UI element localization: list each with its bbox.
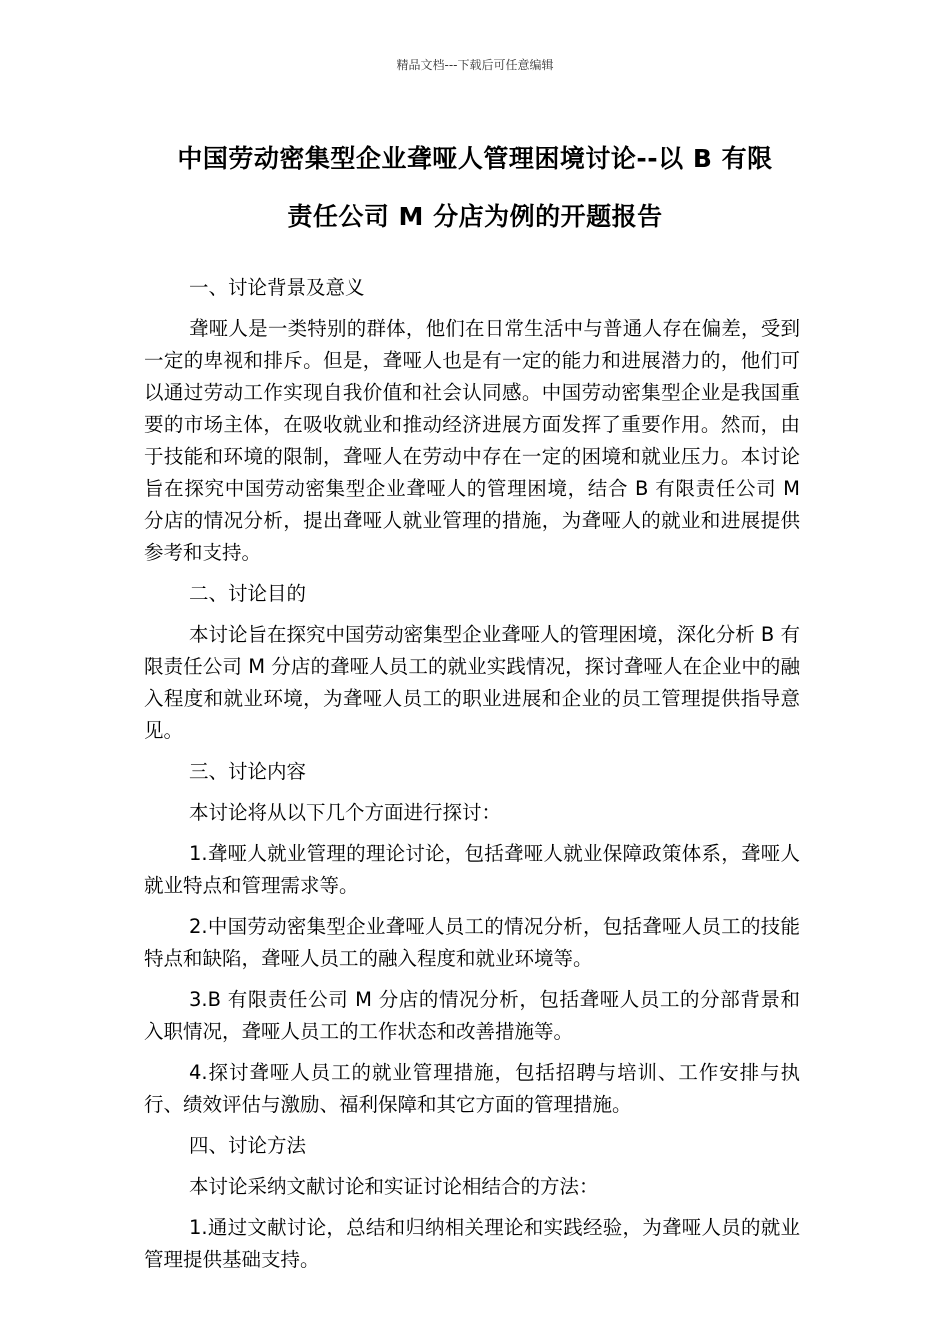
- section-heading-content: 三、讨论内容: [189, 760, 307, 783]
- list-item: 4.探讨聋哑人员工的就业管理措施，包括招聘与培训、工作安排与执行、绩效评估与激励、福利保障和其它方面的管理措施。: [144, 1061, 800, 1116]
- paragraph: 本讨论旨在探究中国劳动密集型企业聋哑人的管理困境，深化分析 B 有限责任公司 M 分店的聋哑人员工的就业实践情况，探讨聋哑人在企业中的融入程度和就业环境，为聋哑人员工的职业进展和企业的员工管理提供指导意见。: [144, 623, 800, 742]
- document-title-line-2: 责任公司 M 分店为例的开题报告: [287, 202, 663, 231]
- list-item: 2.中国劳动密集型企业聋哑人员工的情况分析，包括聋哑人员工的技能特点和缺陷，聋哑人员工的融入程度和就业环境等。: [144, 915, 800, 970]
- list-item: 3.B 有限责任公司 M 分店的情况分析，包括聋哑人员工的分部背景和入职情况，聋哑人员工的工作状态和改善措施等。: [144, 988, 800, 1043]
- document-body: [144, 272, 800, 1285]
- document-title-line-1: 中国劳动密集型企业聋哑人管理困境讨论--以 B 有限: [177, 144, 773, 173]
- page-header: 精品文档---下载后可任意编辑: [396, 58, 554, 72]
- paragraph: 本讨论采纳文献讨论和实证讨论相结合的方法：: [189, 1175, 599, 1198]
- list-item: 1.通过文献讨论，总结和归纳相关理论和实践经验，为聋哑人员的就业管理提供基础支持。: [144, 1216, 800, 1271]
- section-heading-background: 一、讨论背景及意义: [189, 276, 365, 299]
- paragraph: 本讨论将从以下几个方面进行探讨：: [189, 801, 502, 824]
- paragraph: 聋哑人是一类特别的群体，他们在日常生活中与普通人存在偏差，受到一定的卑视和排斥。但是，聋哑人也是有一定的能力和进展潜力的，他们可以通过劳动工作实现自我价值和社会认同感。中国劳动密集型企业是我国重要的市场主体，在吸收就业和推动经济进展方面发挥了重要作用。然而，由于技能和环境的限制，聋哑人在劳动中存在一定的困境和就业压力。本讨论旨在探究中国劳动密集型企业聋哑人的管理困境，结合 B 有限责任公司 M 分店的情况分析，提出聋哑人就业管理的措施，为聋哑人的就业和进展提供参考和支持。: [144, 317, 800, 564]
- document-title: [120, 130, 830, 246]
- section-heading-method: 四、讨论方法: [189, 1134, 307, 1157]
- list-item: 1.聋哑人就业管理的理论讨论，包括聋哑人就业保障政策体系，聋哑人就业特点和管理需求等。: [144, 842, 800, 897]
- section-heading-purpose: 二、讨论目的: [189, 582, 307, 605]
